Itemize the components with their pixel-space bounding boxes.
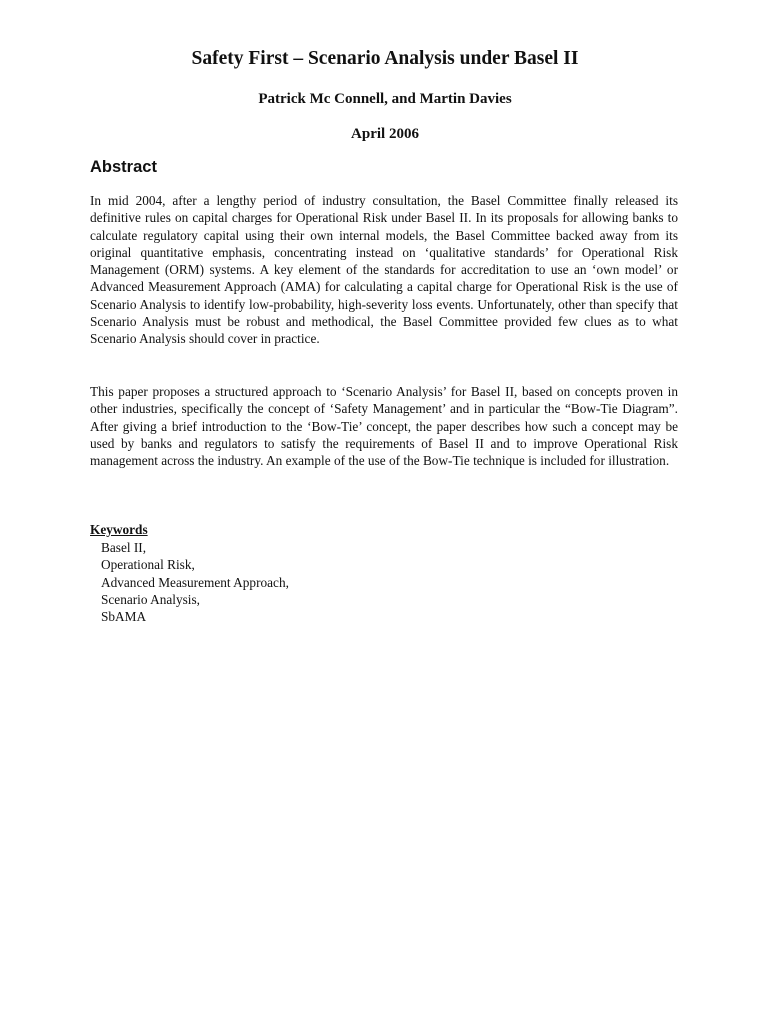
keyword-item: Basel II, [101, 540, 147, 555]
paper-title: Safety First – Scenario Analysis under Basel II [191, 48, 579, 69]
abstract-heading: Abstract [90, 158, 157, 176]
paper-date: April 2006 [351, 126, 419, 142]
keyword-item: SbAMA [101, 609, 147, 625]
paper-authors: Patrick Mc Connell, and Martin Davies [258, 91, 512, 107]
abstract-paragraph-1: In mid 2004, after a lengthy period of industry consultation, the Basel Committee finally released its definitive rules on capital charges for Operational Risk under Basel II. In its proposals for allowing banks to calculate regulatory capital using their own internal models, the Basel Committee backed away from its original quantitative emphasis, concentrating instead on ‘qualitative standards’ for Operational Risk Management (ORM) systems. A key element of the standards for accreditation to use an ‘own model’ or Advanced Measurement Approach (AMA) for calculating a capital charge for Operational Risk is the use of Scenario Analysis to identify low-probability, high-severity loss events. Unfortunately, other than specify that Scenario Analysis must be robust and methodical, the Basel Committee provided few clues as to what Scenario Analysis should cover in practice. [90, 193, 678, 347]
abstract-paragraph-2: This paper proposes a structured approach to ‘Scenario Analysis’ for Basel II, based on concepts proven in other industries, specifically the concept of ‘Safety Management’ and in particular the “Bow-Tie Diagram”. After giving a brief introduction to the ‘Bow-Tie’ concept, the paper describes how such a concept may be used by banks and regulators to satisfy the requirements of Basel II and to improve Operational Risk management across the industry. An example of the use of the Bow-Tie technique is included for illustration. [90, 384, 678, 469]
keywords-heading: Keywords [90, 522, 148, 537]
keywords-list [101, 539, 289, 625]
keyword-item: Scenario Analysis, [101, 591, 200, 607]
keyword-item: Operational Risk, [101, 557, 195, 573]
keyword-item: Advanced Measurement Approach, [101, 574, 289, 590]
